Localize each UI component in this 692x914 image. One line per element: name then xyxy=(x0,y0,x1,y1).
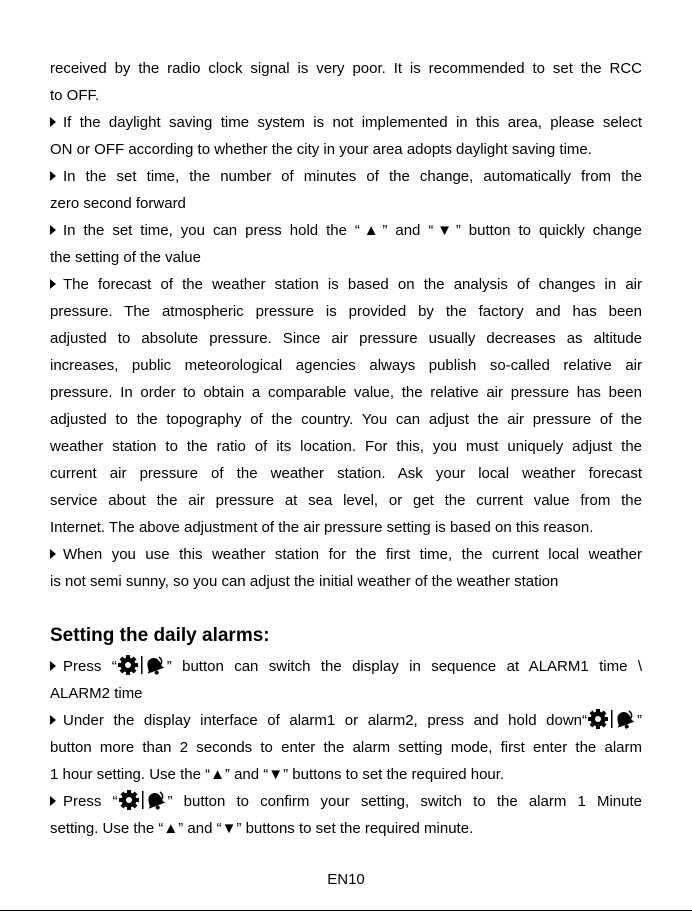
gear-and-snooze-bell-icon xyxy=(119,790,167,810)
bullet-under-display xyxy=(50,707,642,734)
text-line: adjusted to absolute pressure. Since air pressure usually decreases as altitude xyxy=(50,330,642,347)
text-line: pressure. In order to obtain a comparable value, the relative air pressure has been xyxy=(50,384,642,401)
section-heading: Setting the daily alarms: xyxy=(50,625,270,646)
text-line: weather station to the ratio of its location. For this, you must uniquely adjust the xyxy=(50,438,642,455)
bullet-arrow-icon xyxy=(50,549,56,559)
text-line: ON or OFF according to whether the city in your area adopts daylight saving time. xyxy=(50,141,592,158)
gear-and-snooze-bell-icon xyxy=(588,709,636,729)
text-line: In the set time, you can press hold the “▲” and “▼” button to quickly change xyxy=(63,222,642,239)
text-line: The forecast of the weather station is based on the analysis of changes in air xyxy=(63,276,642,293)
text-line: If the daylight saving time system is not implemented in this area, please select xyxy=(63,114,642,131)
bullet-press-switch xyxy=(50,653,642,680)
bullet-arrow-icon xyxy=(50,117,56,127)
gear-and-snooze-bell-icon xyxy=(118,655,166,675)
bullet-arrow-icon xyxy=(50,171,56,181)
bullet-zero xyxy=(50,163,642,190)
page-number: EN10 xyxy=(327,871,365,888)
text-line: to OFF. xyxy=(50,87,100,104)
text-line: the setting of the value xyxy=(50,249,201,266)
text-line: Internet. The above adjustment of the air pressure setting is based on this reason. xyxy=(50,519,594,536)
text-line: adjusted to the topography of the country. You can adjust the air pressure of the xyxy=(50,411,642,428)
text-line: received by the radio clock signal is very poor. It is recommended to set the RCC xyxy=(50,60,642,77)
bullet-arrow-icon xyxy=(50,225,56,235)
text-line: In the set time, the number of minutes of the change, automatically from the xyxy=(63,168,642,185)
bullet-arrow-icon xyxy=(50,715,56,725)
text-line: is not semi sunny, so you can adjust the initial weather of the weather station xyxy=(50,573,559,590)
bullet-arrow-icon xyxy=(50,796,56,806)
text-line: increases, public meteorological agencies always publish so-called relative air xyxy=(50,357,642,374)
text-fragment: ” button can switch the display in sequence at ALARM1 time \ xyxy=(166,658,642,675)
text-line: pressure. The atmospheric pressure is provided by the factory and has been xyxy=(50,303,642,320)
text-line: service about the air pressure at sea level, or get the current value from the xyxy=(50,492,642,509)
text-line: zero second forward xyxy=(50,195,186,212)
text-fragment: ” xyxy=(637,712,642,729)
text-fragment: ” button to confirm your setting, switch to the alarm 1 Minute xyxy=(167,793,642,810)
bullet-forecast xyxy=(50,271,642,298)
text-line: 1 hour setting. Use the “▲” and “▼” buttons to set the required hour. xyxy=(50,766,505,783)
text-fragment: Press “ xyxy=(63,793,118,810)
page-bottom-rule xyxy=(0,910,692,911)
text-line: ALARM2 time xyxy=(50,685,143,702)
bullet-first-use xyxy=(50,541,642,568)
bullet-hold xyxy=(50,217,642,244)
bullet-dst xyxy=(50,109,642,136)
text-line: current air pressure of the weather station. Ask your local weather forecast xyxy=(50,465,642,482)
text-line: When you use this weather station for the first time, the current local weather xyxy=(63,546,642,563)
bullet-arrow-icon xyxy=(50,279,56,289)
text-fragment: Under the display interface of alarm1 or alarm2, press and hold down“ xyxy=(63,712,587,729)
text-line: setting. Use the “▲” and “▼” buttons to set the required minute. xyxy=(50,820,474,837)
bullet-press-confirm xyxy=(50,788,642,815)
bullet-arrow-icon xyxy=(50,661,56,671)
text-line: button more than 2 seconds to enter the alarm setting mode, first enter the alarm xyxy=(50,739,642,756)
text-fragment: Press “ xyxy=(63,658,117,675)
manual-page xyxy=(50,55,642,842)
